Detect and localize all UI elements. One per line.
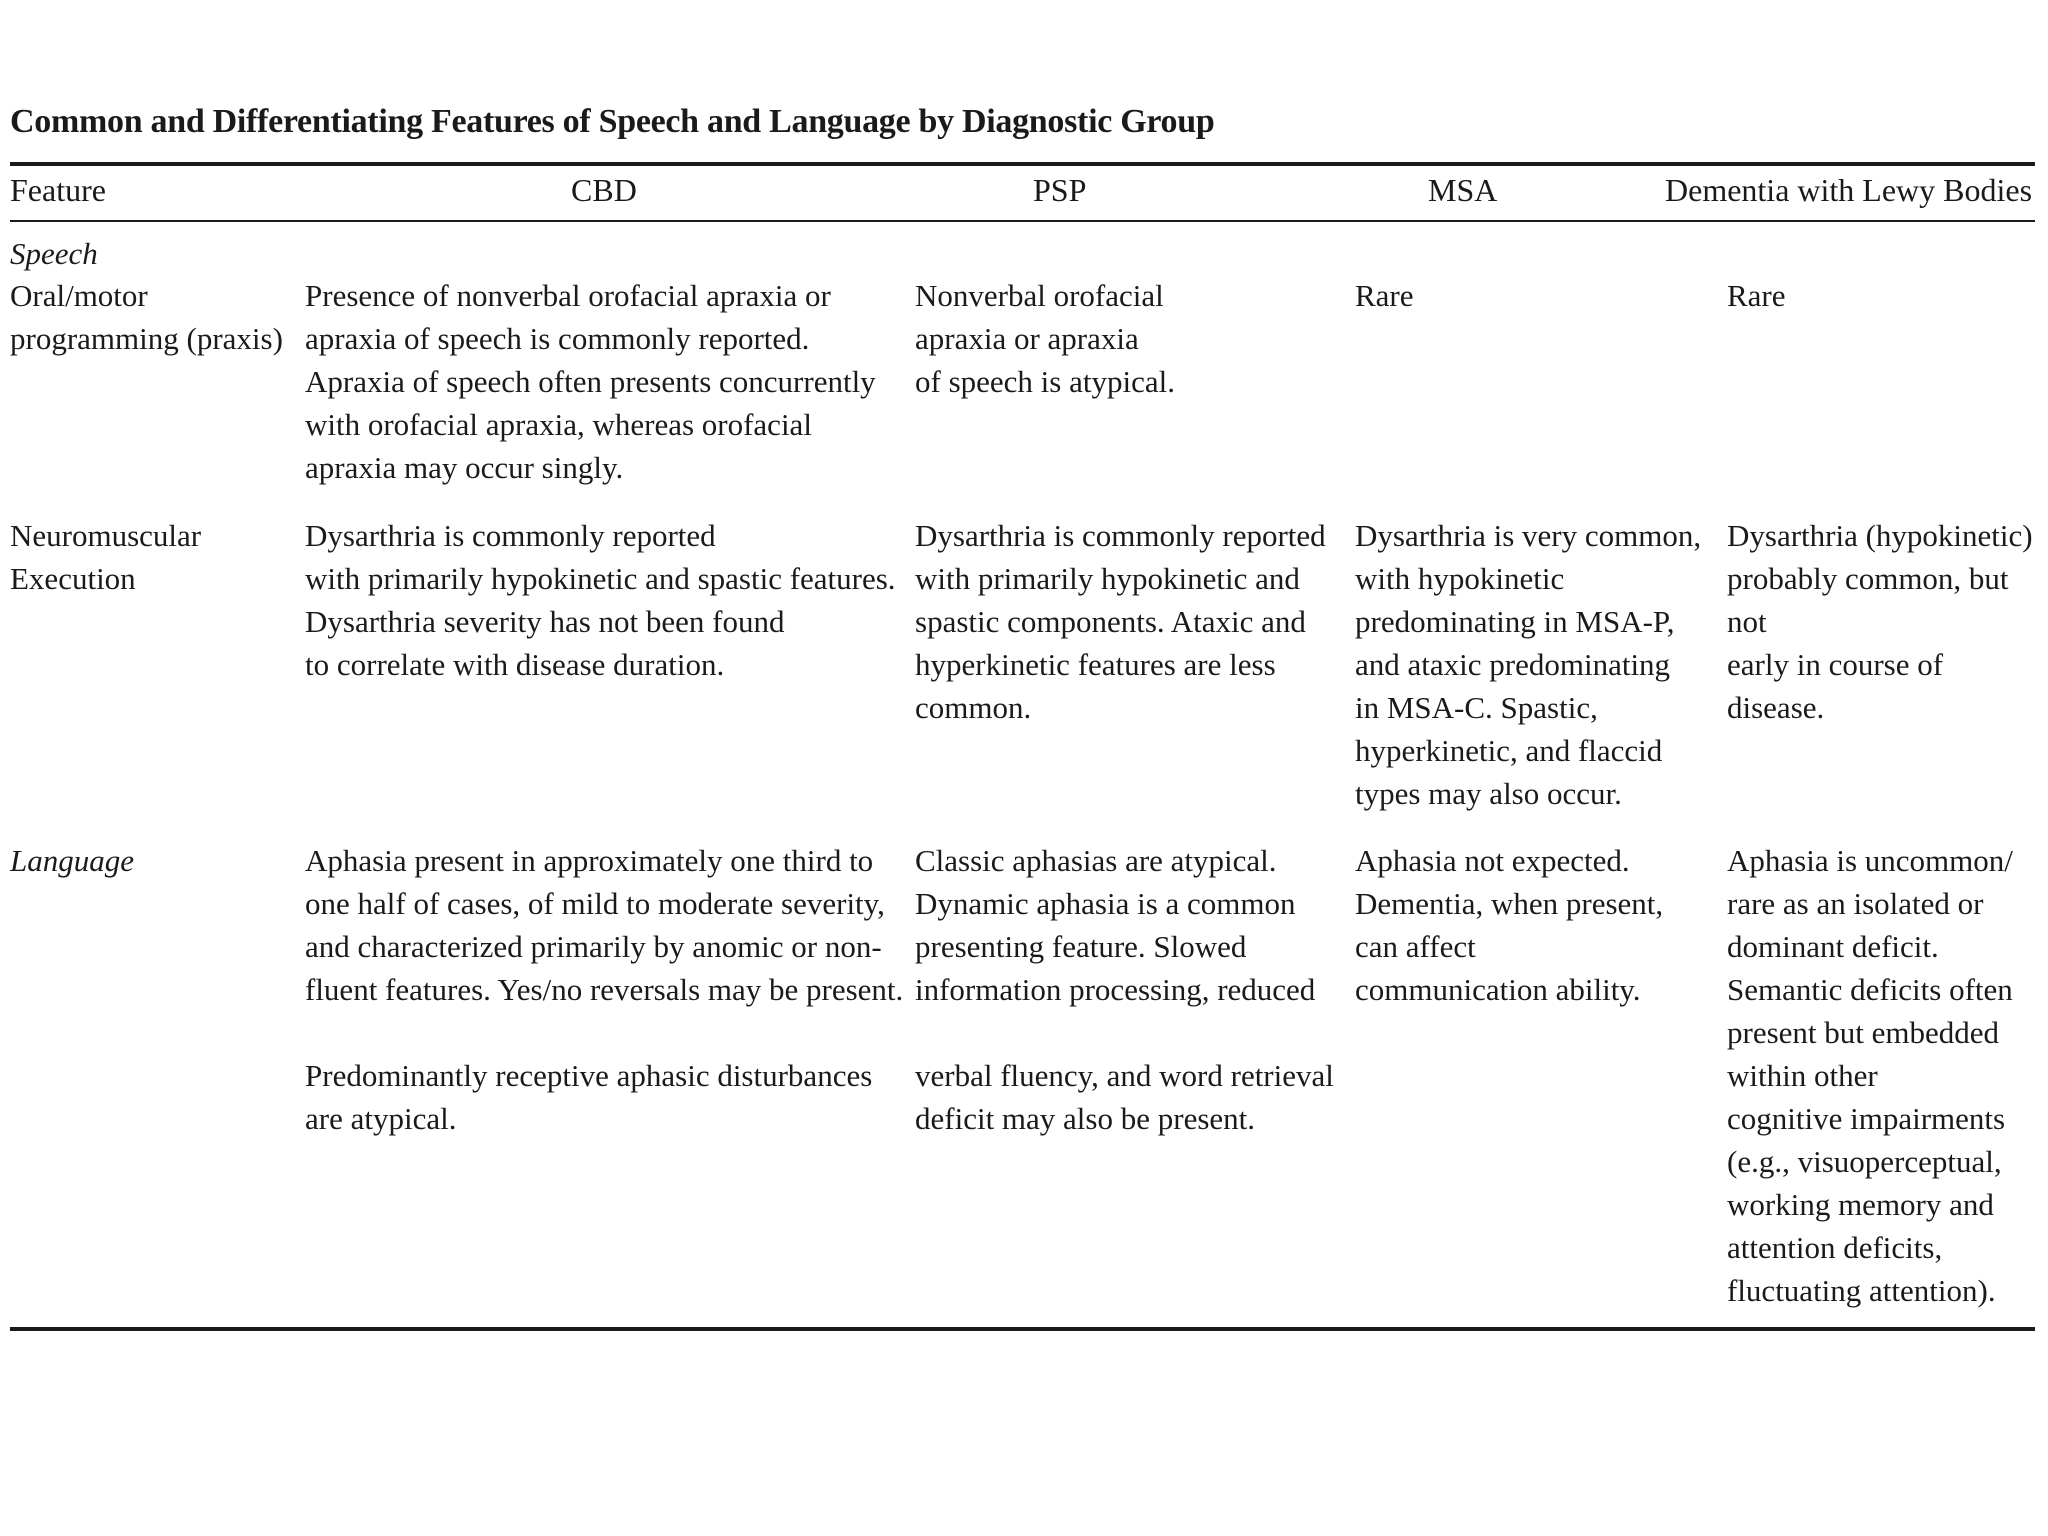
table-row-language	[10, 839, 2035, 1327]
cell-psp: Nonverbal orofacial apraxia or apraxia of speech is atypical.	[915, 278, 1175, 399]
cell-msa: Rare	[1355, 278, 1414, 313]
cell-dlb: Rare	[1727, 278, 1786, 313]
cell-psp: Classic aphasias are atypical. Dynamic aphasia is a common presenting feature. Slowed information processing, reduced verbal fluency, and word retrieval deficit may also be present.	[915, 843, 1334, 1136]
header-psp: PSP	[1033, 172, 1087, 208]
document-page	[10, 100, 2035, 1331]
cell-cbd: Aphasia present in approximately one third to one half of cases, of mild to moderate severity, and characterized primarily by anomic or non- fluent features. Yes/no reversals may be present. Predominantly receptive aphasic disturbances are atypical.	[305, 843, 904, 1136]
section-language: Language	[10, 843, 134, 878]
table-header	[10, 166, 2035, 220]
cell-msa: Aphasia not expected. Dementia, when present, can affect communication ability.	[1355, 843, 1664, 1007]
table-body	[10, 222, 2035, 1327]
header-cbd: CBD	[571, 172, 637, 208]
table-title: Common and Differentiating Features of Speech and Language by Diagnostic Group	[10, 103, 1215, 140]
header-dlb: Dementia with Lewy Bodies	[1665, 172, 2033, 208]
cell-dlb: Aphasia is uncommon/ rare as an isolated or dominant deficit. Semantic deficits often present but embedded within other cognitive impairments (e.g., visuoperceptual, working memory and attention deficits, fluctuating attention).	[1727, 843, 2013, 1308]
cell-feature: Neuromuscular Execution	[10, 518, 202, 596]
table-row-oral-motor	[10, 274, 2035, 514]
section-speech: Speech	[10, 236, 98, 271]
cell-psp: Dysarthria is commonly reported with primarily hypokinetic and spastic components. Ataxic and hyperkinetic features are less common.	[915, 518, 1326, 725]
cell-cbd: Presence of nonverbal orofacial apraxia or apraxia of speech is commonly reported. Apraxia of speech often presents concurrently with orofacial apraxia, whereas orofacial apraxia may occur singly.	[305, 278, 876, 485]
cell-cbd: Dysarthria is commonly reported with primarily hypokinetic and spastic features. Dysarthria severity has not been found to correlate with disease duration.	[305, 518, 896, 682]
cell-feature: Oral/motor programming (praxis)	[10, 278, 283, 356]
table-row-neuromuscular	[10, 514, 2035, 839]
bottom-rule	[10, 1327, 2035, 1331]
header-feature: Feature	[10, 172, 106, 208]
cell-msa: Dysarthria is very common, with hypokinetic predominating in MSA-P, and ataxic predominating in MSA-C. Spastic, hyperkinetic, and flaccid types may also occur.	[1355, 518, 1702, 811]
header-msa: MSA	[1428, 172, 1498, 208]
cell-dlb: Dysarthria (hypokinetic) probably common, but not early in course of disease.	[1727, 518, 2033, 725]
